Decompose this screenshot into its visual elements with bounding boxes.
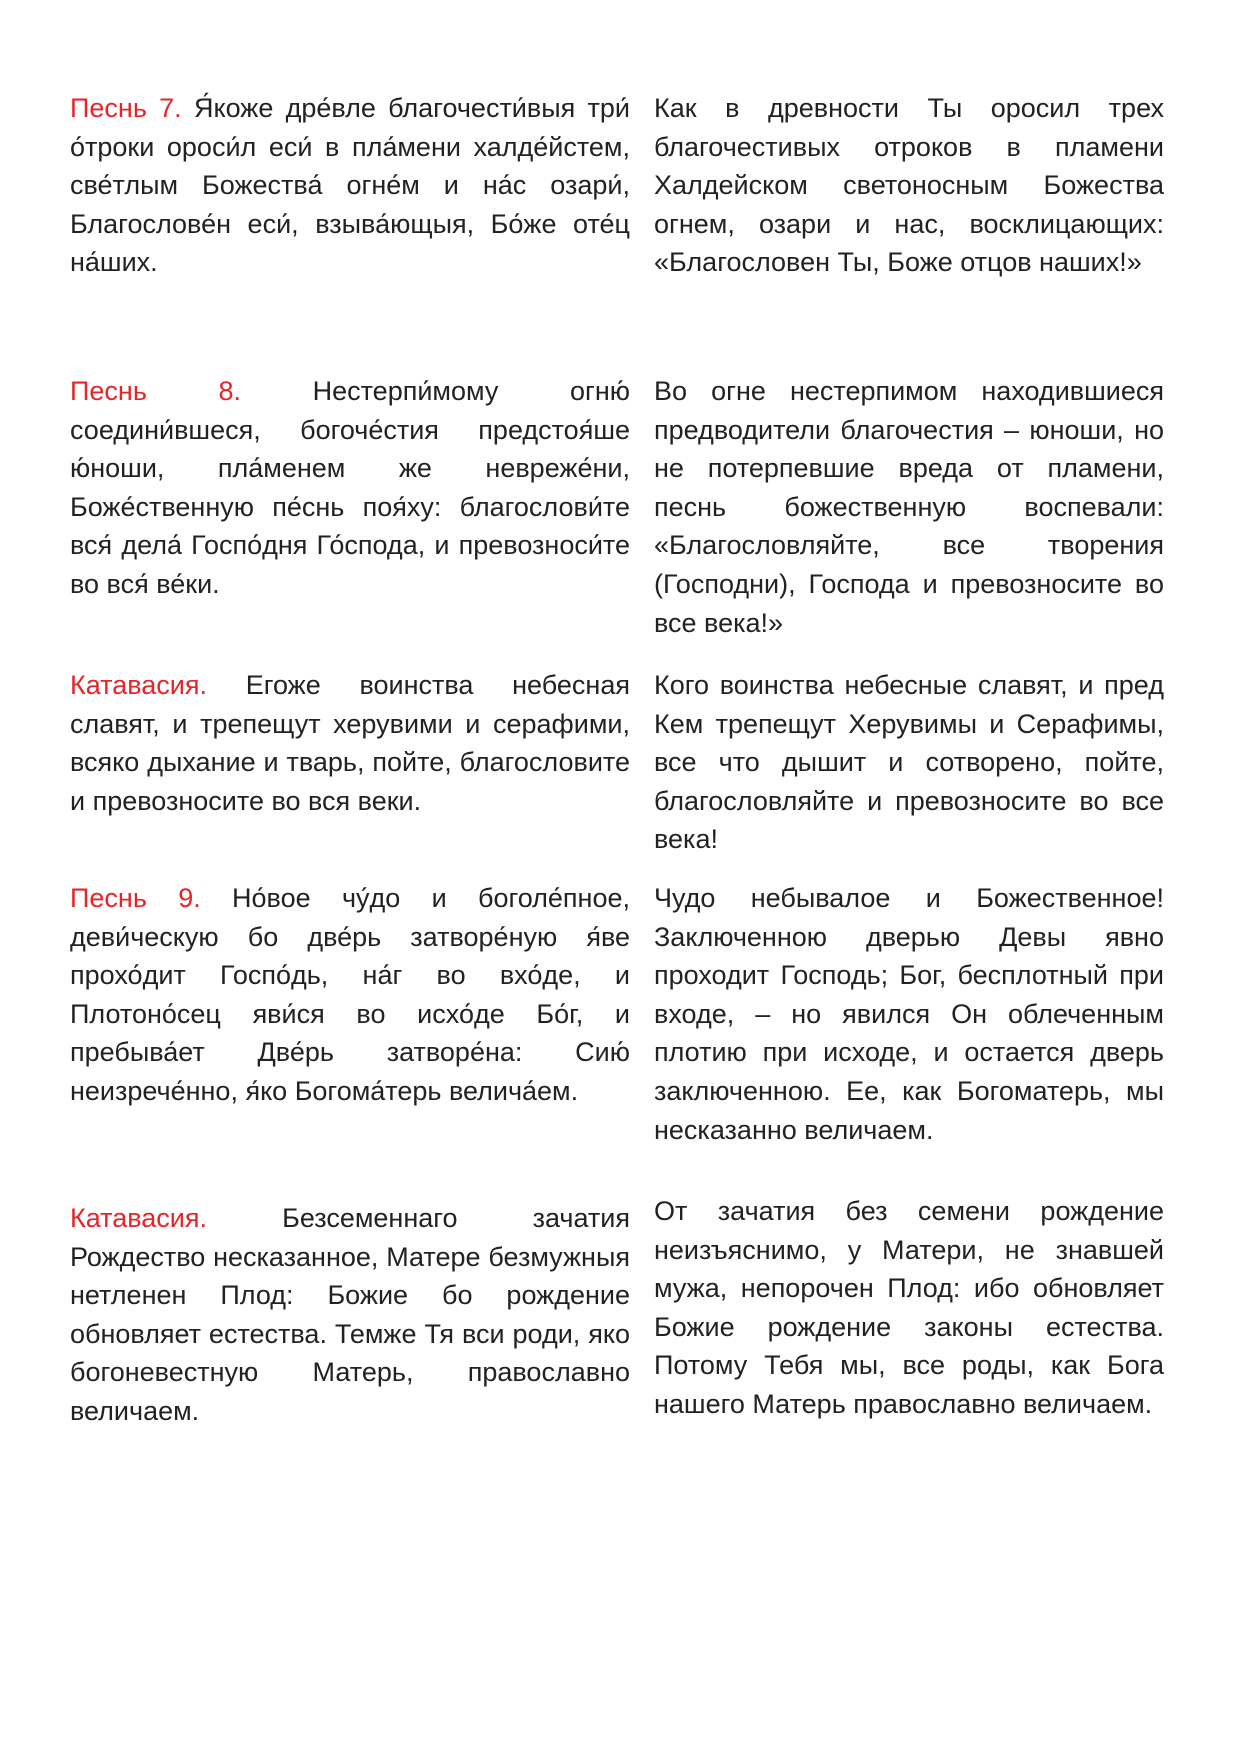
stanza-church-slavonic [70,879,630,1111]
stanza-label: Песнь 9. [70,883,201,913]
stanza-label: Песнь 7. [70,93,182,123]
stanza-russian: От зачатия без семени рождение неизъяснимо, у Матери, не знавшей мужа, непорочен Плод: ибо обновляет Божие рождение законы естества. Потому Тебя мы, все роды, как Бога нашего Матерь православно величаем. [654,1196,1164,1419]
stanza-text: Егоже воинства небесная славят, и трепещут херувими и серафими, всяко дыхание и тварь, пойте, благословите и превозносите во вся веки. [70,670,630,816]
stanza-russian: Во огне нестерпимом находившиеся предводители благочестия – юноши, но не потерпевшие вреда от пламени, песнь божественную воспевали: «Благословляйте, все творения (Господни), Господа и превозносите во все века!» [654,376,1164,638]
stanza-label: Песнь 8. [70,376,242,406]
stanza-russian: Кого воинства небесные славят, и пред Кем трепещут Херувимы и Серафимы, все что дышит и сотворено, пойте, благословляйте и превозносите во все века! [654,670,1164,855]
stanza-label: Катавасия. [70,670,207,700]
stanza-text: Но́вое чу́до и боголе́пное, деви́ческую бо две́рь затворе́ную я́ве прохо́дит Госпо́дь, на́г во вхо́де, и Плотоно́сец яви́ся во исхо́де Бо́г, и пребыва́ет Две́рь затворе́на: Сию́ неизрече́нно, я́ко Богома́терь велича́ем. [70,883,630,1106]
stanza-text: Я́коже дре́вле благочести́выя три́ о́троки ороси́л еси́ в пла́мени халде́йстем, све́тлым Божества́ огне́м и на́с озари́, Благослове́н еси́, взыва́ющыя, Бо́же оте́ц на́ших. [70,93,630,278]
stanza-russian: Чудо небывалое и Божественное! Заключенною дверью Девы явно проходит Господь; Бог, бесплотный при входе, – но явился Он облеченным плотию при исходе, и остается дверь заключенною. Ее, как Богоматерь, мы несказанно величаем. [654,883,1164,1145]
stanza-text: Безсеменнаго зачатия Рождество несказанное, Матере безмужныя нетленен Плод: Божие бо рождение обновляет естества. Темже Тя вси роди, яко богоневестную Матерь, православно величаем. [70,1203,630,1426]
stanza-russian: Как в древности Ты оросил трех благочестивых отроков в пламени Халдейском светоносным Божества огнем, озари и нас, восклицающих: «Благословен Ты, Боже отцов наших!» [654,93,1164,278]
stanza-church-slavonic [70,372,630,604]
stanza-church-slavonic [70,666,630,820]
stanza-label: Катавасия. [70,1203,207,1233]
stanza-church-slavonic [70,1199,630,1431]
stanza-church-slavonic [70,89,630,282]
stanza-text: Нестерпи́мому огню́ соедини́вшеся, богоче́стия предстоя́ше ю́ноши, пла́менем же невреже́ни, Боже́ственную пе́снь поя́ху: благослови́те вся́ дела́ Госпо́дня Го́спода, и превозноси́те во вся́ ве́ки. [70,376,630,599]
